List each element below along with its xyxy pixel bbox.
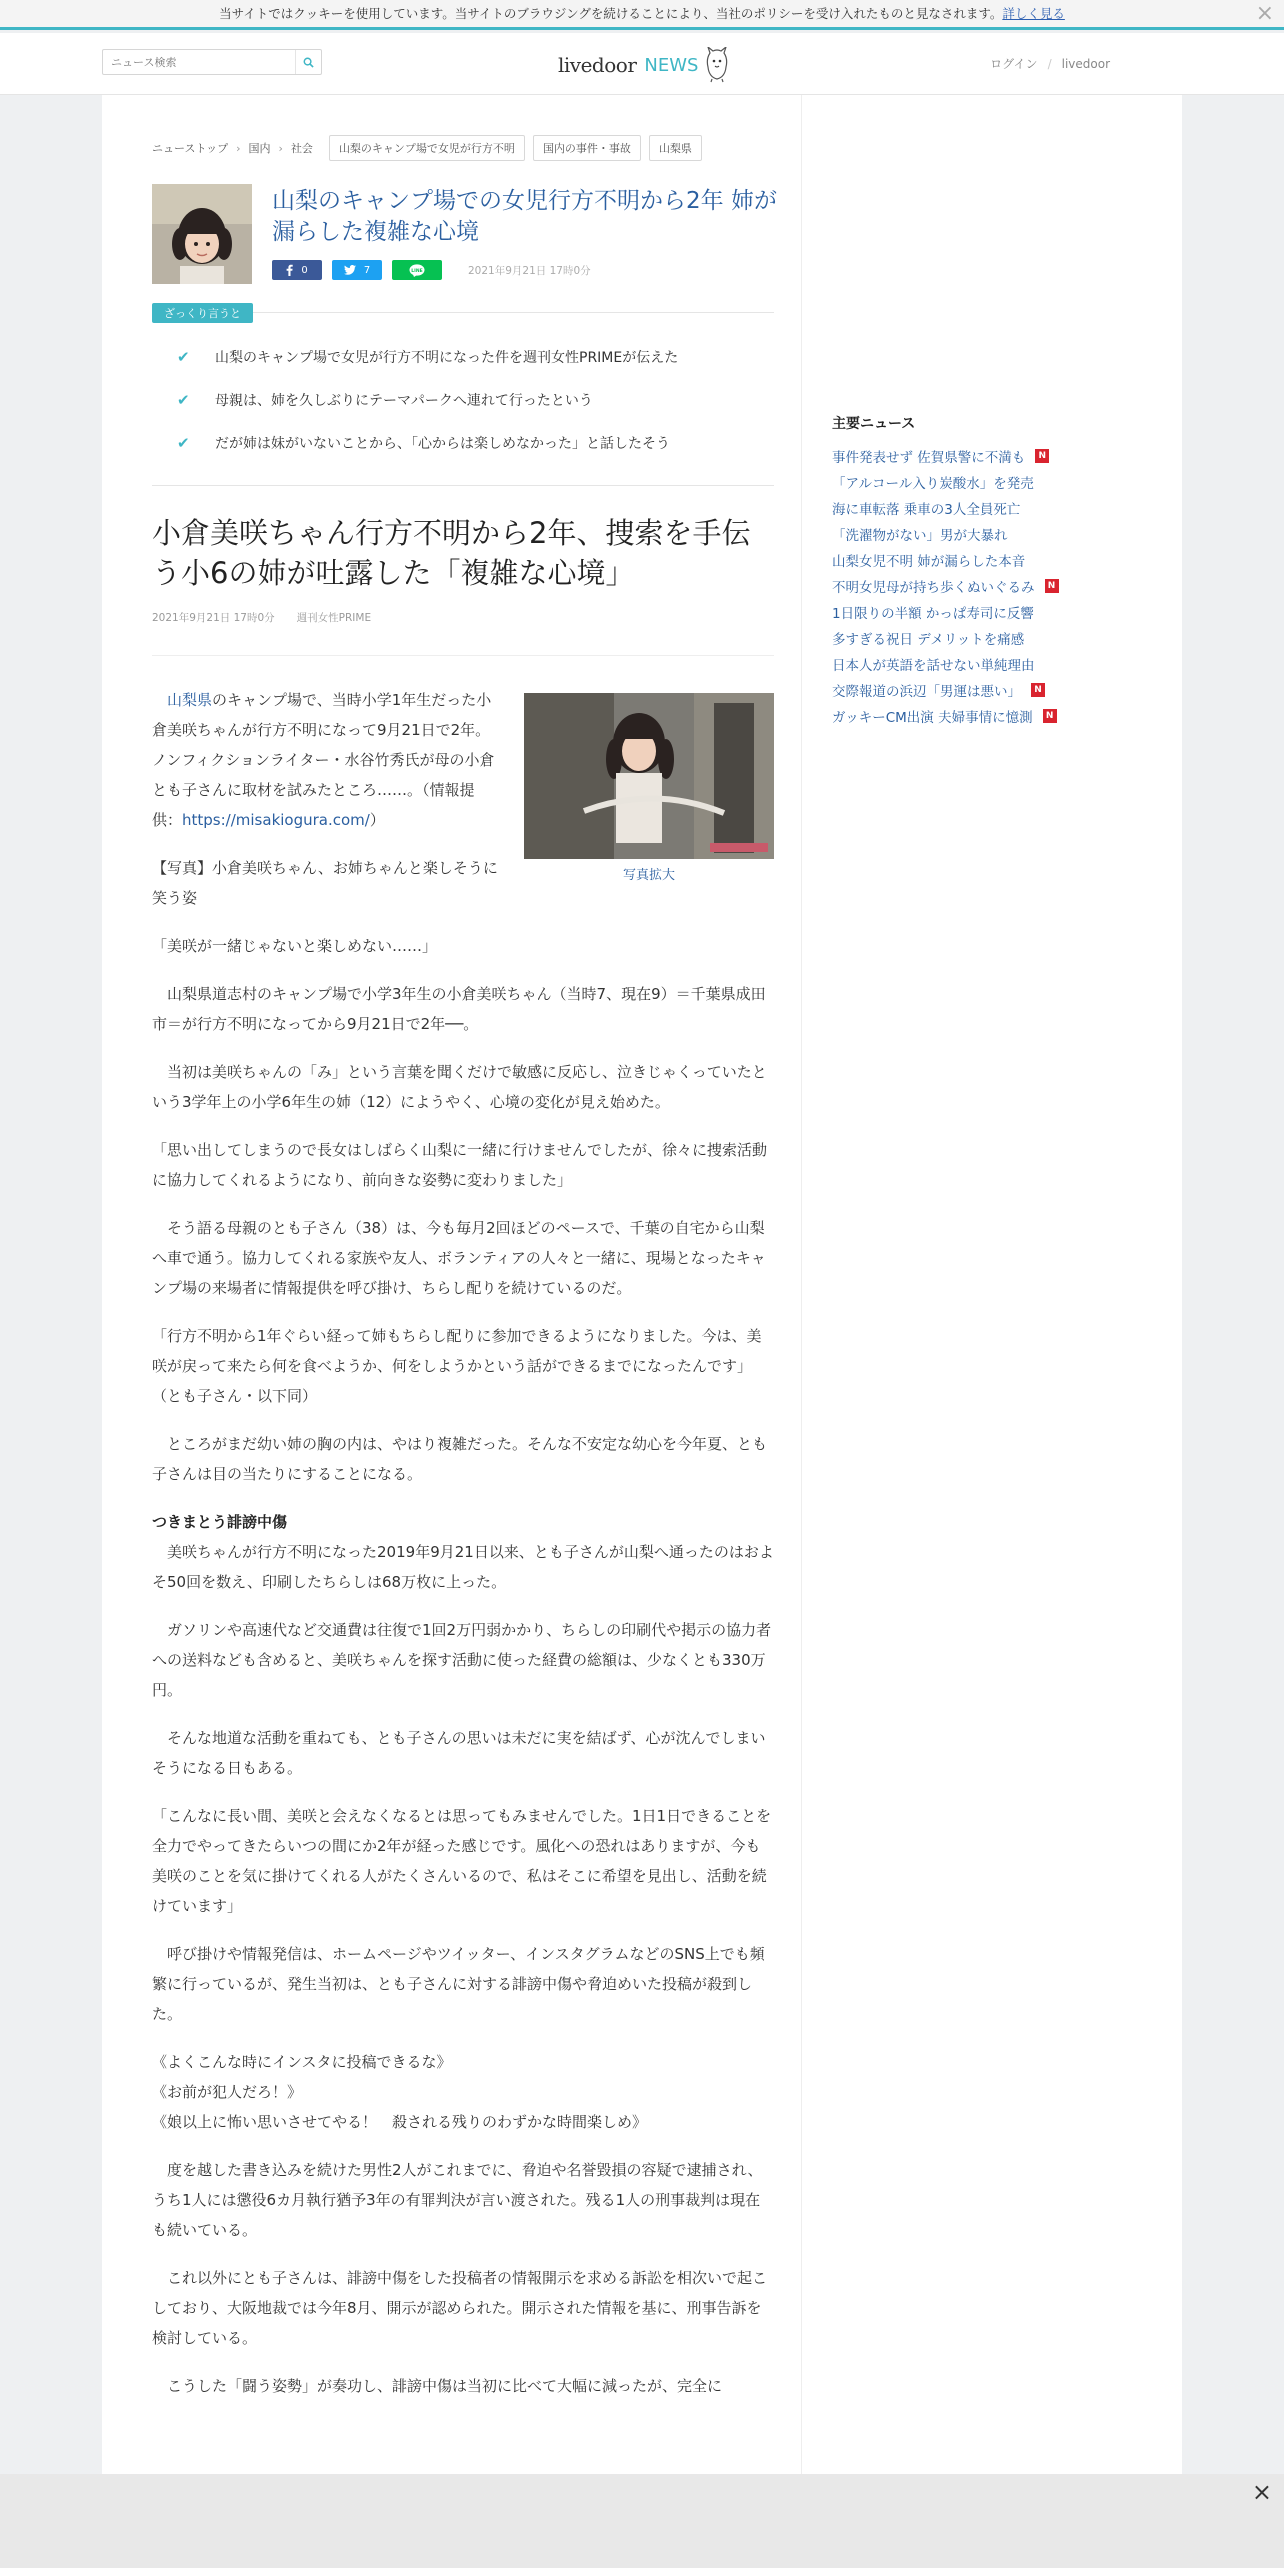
logo-livedoor: livedoor (558, 53, 637, 77)
news-link[interactable]: 海に車転落 乗車の3人全員死亡 (832, 502, 1021, 518)
article-photo[interactable] (524, 693, 774, 859)
paragraph: こうした「闘う姿勢」が奏功し、誹謗中傷は当初に比べて大幅に減ったが、完全に (167, 2377, 723, 2395)
summary-tag: ざっくり言うと (152, 303, 253, 323)
check-icon: ✔ (177, 390, 190, 409)
share-bar (272, 260, 591, 280)
source-url-link[interactable]: https://misakiogura.com/ (182, 811, 370, 829)
article-source[interactable]: 週刊女性PRIME (296, 612, 372, 624)
photo-enlarge-link[interactable]: 写真拡大 (622, 868, 675, 883)
cookie-more-link[interactable]: 詳しく見る (1002, 6, 1065, 21)
photo-caption-link[interactable]: 【写真】小倉美咲ちゃん、お姉ちゃんと楽しそうに笑う姿 (152, 859, 498, 907)
paragraph: ガソリンや高速代など交通費は往復で1回2万円弱かかり、ちらしの印刷代や掲示の協力者への送料なども含めると、美咲ちゃんを探す活動に使った経費の総額は、少なくとも330万円。 (152, 1621, 772, 1699)
summary-list (177, 335, 757, 464)
paragraph: 「美咲が一緒じゃないと楽しめない……」 (152, 937, 438, 955)
check-icon: ✔ (177, 347, 190, 366)
article-body (152, 685, 774, 2419)
chevron-right-icon: › (236, 141, 241, 155)
subheading: つきまとう誹謗中傷 (152, 1513, 288, 1531)
facebook-count: 0 (301, 264, 308, 276)
news-link[interactable]: 山梨女児不明 姉が漏らした本音 (832, 554, 1026, 570)
check-icon: ✔ (177, 433, 190, 452)
new-badge: N (1035, 449, 1049, 463)
facebook-icon (286, 264, 293, 276)
line-share-button[interactable] (392, 260, 442, 280)
breadcrumb-item[interactable]: 社会 (290, 142, 313, 155)
paragraph: 山梨県のキャンプ場で、当時小学1年生だった小倉美咲ちゃんが行方不明になって9月21日で2年。ノンフィクションライター・水谷竹秀氏が母の小倉とも子さんに取材を試みたところ……。（情報提供：https://misakiogura.com/） (152, 691, 495, 829)
paragraph: 呼び掛けや情報発信は、ホームページやツイッター、インスタグラムなどのSNS上でも頻繁に行っているが、発生当初は、とも子さんに対する誹謗中傷や脅迫めいた投稿が殺到した。 (152, 1945, 765, 2023)
livedoor-link[interactable]: livedoor (1061, 57, 1110, 71)
search-box (102, 49, 322, 75)
news-link[interactable]: 「洗濯物がない」男が大暴れ (832, 528, 1008, 544)
twitter-icon (344, 265, 356, 275)
twitter-count: 7 (363, 264, 371, 276)
paragraph: 「思い出してしまうので長女はしばらく山梨に一緒に行けませんでしたが、徐々に捜索活動に協力してくれるようになり、前向きな姿勢に変わりました」 (152, 1141, 768, 1189)
paragraph: そんな地道な活動を重ねても、とも子さんの思いは未だに実を結ばず、心が沈んでしまいそうになる日もある。 (152, 1729, 766, 1777)
sidebar-title: 主要ニュース (832, 416, 916, 432)
facebook-share-button[interactable] (272, 260, 322, 280)
site-header (0, 33, 1284, 95)
pref-link[interactable]: 山梨県 (167, 691, 213, 709)
summary-item (177, 335, 757, 378)
twitter-share-button[interactable] (332, 260, 382, 280)
paragraph: これ以外にとも子さんは、誹謗中傷をした投稿者の情報開示を求める訴訟を相次いで起こしており、大阪地裁では今年8月、開示が認められた。開示された情報を基に、刑事告訴を検討している。 (152, 2269, 768, 2347)
article-title: 小倉美咲ちゃん行方不明から2年、捜索を手伝う小6の姉が吐露した「複雑な心境」 (152, 516, 751, 590)
news-link[interactable]: 不明女児母が持ち歩くぬいぐるみ N (832, 573, 1152, 599)
article-thumbnail[interactable] (152, 184, 252, 284)
quote-block: 《よくこんな時にインスタに投稿できるな》 《お前が犯人だろ！》 《娘以上に怖い思いさせてやる！ 殺される残りのわずかな時間楽しめ》 (152, 2053, 648, 2131)
paragraph: 当初は美咲ちゃんの「み」という言葉を聞くだけで敏感に反応し、泣きじゃくっていたという3学年上の小学6年生の姉（12）にようやく、心境の変化が見え始めた。 (152, 1063, 767, 1111)
mascot-icon (704, 47, 730, 83)
svg-text:LINE: LINE (411, 268, 423, 274)
news-link[interactable]: 1日限りの半額 かっぱ寿司に反響 (832, 606, 1034, 622)
site-logo[interactable] (558, 45, 730, 85)
summary-text: 母親は、姉を久しぶりにテーマパークへ連れて行ったという (215, 392, 593, 409)
paragraph: そう語る母親のとも子さん（38）は、今も毎月2回ほどのペースで、千葉の自宅から山梨へ車で通う。協力してくれる家族や友人、ボランティアの人々と一緒に、現場となったキャンプ場の来場者に情報提供を呼び掛け、ちらし配りを続けているのだ。 (152, 1219, 766, 1297)
logo-news: NEWS (644, 54, 699, 76)
line-icon (409, 264, 425, 277)
main-column (102, 95, 802, 2568)
breadcrumb-item[interactable]: ニューストップ (152, 142, 229, 155)
divider (152, 485, 774, 486)
news-link[interactable]: 「アルコール入り炭酸水」を発売 (832, 476, 1034, 492)
search-input[interactable] (103, 50, 293, 74)
bottom-overlay (0, 2474, 1284, 2568)
summary-item (177, 378, 757, 421)
header-links: ログイン / livedoor (990, 57, 1110, 71)
article-date: 2021年9月21日 17時0分 (468, 264, 591, 277)
topic-tag[interactable]: 国内の事件・事故 (533, 135, 641, 161)
paragraph: 美咲ちゃんが行方不明になった2019年9月21日以来、とも子さんが山梨へ通ったのはおよそ50回を数え、印刷したちらしは68万枚に上った。 (152, 1543, 774, 1591)
article-date: 2021年9月21日 17時0分 (152, 612, 275, 624)
sidebar (802, 95, 1182, 2568)
new-badge: N (1031, 683, 1045, 697)
paragraph: 「行方不明から1年ぐらい経って姉もちらし配りに参加できるようになりました。今は、美咲が戻って来たら何を食べようか、何をしようかという話ができるまでになったんです」（とも子さん・以下同） (152, 1327, 762, 1405)
divider (152, 655, 774, 656)
news-link[interactable]: 日本人が英語を話せない単純理由 (832, 658, 1035, 674)
news-link[interactable]: ガッキーCM出演 夫婦事情に憶測 N (832, 703, 1152, 729)
paragraph: 「こんなに長い間、美咲と会えなくなるとは思ってもみませんでした。1日1日できることを全力でやってきたらいつの間にか2年が経った感じです。風化への恐れはありますが、今も美咲のことを気に掛けてくれる人がたくさんいるので、私はそこに希望を見出し、活動を続けています」 (152, 1807, 772, 1915)
summary-text: 山梨のキャンプ場で女児が行方不明になった件を週刊女性PRIMEが伝えた (215, 349, 679, 366)
article-figure (524, 693, 774, 885)
search-button[interactable] (295, 50, 321, 74)
paragraph: 山梨県道志村のキャンプ場で小学3年生の小倉美咲ちゃん（当時7、現在9）＝千葉県成田市＝が行方不明になってから9月21日で2年──。 (152, 985, 766, 1033)
summary-item (177, 421, 757, 464)
cookie-close-icon[interactable]: × (1255, 1, 1274, 26)
search-icon (303, 57, 314, 68)
new-badge: N (1045, 579, 1059, 593)
close-icon[interactable]: × (1251, 2478, 1272, 2506)
login-link[interactable]: ログイン (990, 57, 1038, 71)
news-link[interactable]: 事件発表せず 佐賀県警に不満も N (832, 443, 1152, 469)
breadcrumb-item[interactable]: 国内 (248, 142, 271, 155)
cookie-banner (0, 0, 1284, 30)
summary-text: だが姉は妹がいないことから、「心からは楽しめなかった」と話したそう (215, 435, 670, 452)
paragraph: ところがまだ幼い姉の胸の内は、やはり複雑だった。そんな不安定な幼心を今年夏、とも子さんは目の当たりにすることになる。 (152, 1435, 768, 1483)
topic-tag[interactable]: 山梨のキャンプ場で女児が行方不明 (329, 135, 525, 161)
paragraph: 度を越した書き込みを続けた男性2人がこれまでに、脅迫や名誉毀損の容疑で逮捕され、うち1人には懲役6カ月執行猶予3年の有罪判決が言い渡された。残る1人の刑事裁判は現在も続いている。 (152, 2161, 763, 2239)
news-link[interactable]: 交際報道の浜辺「男運は悪い」 N (832, 677, 1152, 703)
cookie-text: 当サイトではクッキーを使用しています。当サイトのブラウジングを続けることにより、当社のポリシーを受け入れたものと見なされます。 (219, 6, 1003, 21)
new-badge: N (1043, 709, 1057, 723)
main-news-list (832, 443, 1152, 729)
chevron-right-icon: › (278, 141, 283, 155)
breadcrumb (152, 135, 710, 161)
topic-tag[interactable]: 山梨県 (649, 135, 702, 161)
article-meta (152, 610, 393, 625)
article-headline[interactable]: 山梨のキャンプ場での女児行方不明から2年 姉が漏らした複雑な心境 (272, 188, 777, 245)
news-link[interactable]: 多すぎる祝日 デメリットを痛感 (832, 632, 1025, 648)
